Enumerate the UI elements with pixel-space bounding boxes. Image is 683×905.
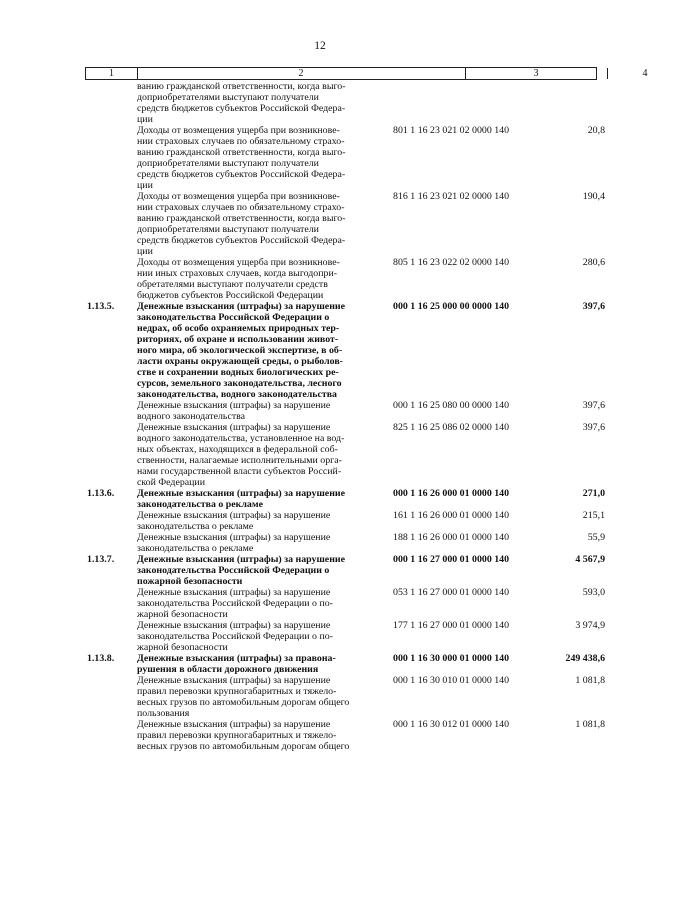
row-description: ванию гражданской ответственности, когда выго- доприобретателями выступают получатели средств бюджетов субъектов Российской Федера- ции xyxy=(137,81,346,125)
row-amount: 397,6 xyxy=(582,301,605,312)
row-amount: 215,1 xyxy=(582,510,605,521)
table-row xyxy=(0,301,640,400)
row-amount: 3 974,9 xyxy=(575,620,605,631)
row-code xyxy=(383,81,533,125)
row-code: 816 1 16 23 021 02 0000 140 xyxy=(393,191,510,202)
row-description: Денежные взыскания (штрафы) за нарушение законодательства о рекламе xyxy=(137,510,331,532)
table-row xyxy=(0,257,640,301)
row-number xyxy=(0,620,137,653)
table-row xyxy=(0,532,640,554)
row-amount: 190,4 xyxy=(582,191,605,202)
table-row xyxy=(0,554,640,587)
row-description: Доходы от возмещения ущерба при возникнове- нии страховых случаев по обязательному страхо- ванию гражданской ответственности, когда выго- доприобретателями выступают получатели средств бюджетов субъектов Российской Федера- ции xyxy=(137,125,346,191)
row-number xyxy=(0,400,137,422)
page-number: 12 xyxy=(314,40,326,52)
row-amount: 249 438,6 xyxy=(565,653,605,664)
column-header-4: 4 xyxy=(642,68,648,79)
table-row xyxy=(0,620,640,653)
row-amount: 271,0 xyxy=(582,488,605,499)
table-row xyxy=(0,510,640,532)
row-code: 188 1 16 26 000 01 0000 140 xyxy=(393,532,510,543)
row-amount: 1 081,8 xyxy=(575,675,605,686)
table-row xyxy=(0,81,640,125)
row-code: 000 1 16 25 080 00 0000 140 xyxy=(393,400,510,411)
column-header-1: 1 xyxy=(86,68,138,79)
row-amount: 593,0 xyxy=(582,587,605,598)
table-row xyxy=(0,191,640,257)
row-number xyxy=(0,675,137,719)
row-description: Денежные взыскания (штрафы) за нарушение водного законодательства, установленное на вод- ных объектах, находящихся в федеральной соб- ственности, налагаемые исполнительными орга- нами государственной власти субъектов Россий- ской Федерации xyxy=(137,422,345,488)
row-amount: 397,6 xyxy=(582,422,605,433)
row-amount: 1 081,8 xyxy=(575,719,605,730)
row-number: 1.13.5. xyxy=(87,301,115,312)
row-description: Доходы от возмещения ущерба при возникнове- нии иных страховых случаев, когда выгодопри- обретателями выступают получатели средств бюджетов субъектов Российской Федерации xyxy=(137,257,340,301)
row-amount: 397,6 xyxy=(582,400,605,411)
row-description: Денежные взыскания (штрафы) за нарушение законодательства Российской Федерации о пожарной безопасности xyxy=(137,554,345,587)
row-code: 053 1 16 27 000 01 0000 140 xyxy=(393,587,510,598)
table-row xyxy=(0,653,640,675)
table-header xyxy=(85,67,648,80)
row-number xyxy=(0,81,137,125)
row-description: Денежные взыскания (штрафы) за нарушение законодательства о рекламе xyxy=(137,532,331,554)
row-number xyxy=(0,191,137,257)
row-code: 000 1 16 26 000 01 0000 140 xyxy=(393,488,510,499)
row-description: Денежные взыскания (штрафы) за нарушение законодательства Российской Федерации о по- жарной безопасности xyxy=(137,587,333,620)
row-number xyxy=(0,587,137,620)
row-description: Денежные взыскания (штрафы) за правона- рушения в области дорожного движения xyxy=(137,653,336,675)
table-row xyxy=(0,488,640,510)
row-number xyxy=(0,257,137,301)
column-header-3: 3 xyxy=(465,68,608,79)
row-amount: 280,6 xyxy=(582,257,605,268)
row-description: Доходы от возмещения ущерба при возникнове- нии страховых случаев по обязательному страхо- ванию гражданской ответственности, когда выго- доприобретателями выступают получатели средств бюджетов субъектов Российской Федера- ции xyxy=(137,191,346,257)
row-code: 000 1 16 30 000 01 0000 140 xyxy=(393,653,510,664)
table-row xyxy=(0,422,640,488)
row-code: 177 1 16 27 000 01 0000 140 xyxy=(393,620,510,631)
row-number xyxy=(0,719,137,752)
row-number xyxy=(0,125,137,191)
row-description: Денежные взыскания (штрафы) за нарушение законодательства Российской Федерации о по- жарной безопасности xyxy=(137,620,333,653)
table-row xyxy=(0,587,640,620)
row-amount: 4 567,9 xyxy=(575,554,605,565)
row-number: 1.13.6. xyxy=(87,488,115,499)
row-amount: 20,8 xyxy=(587,125,605,136)
row-description: Денежные взыскания (штрафы) за нарушение правил перевозки крупногабаритных и тяжело- весных грузов по автомобильным дорогам общего пользования xyxy=(137,675,350,719)
table-row xyxy=(0,675,640,719)
row-code: 825 1 16 25 086 02 0000 140 xyxy=(393,422,510,433)
row-number xyxy=(0,532,137,554)
row-number xyxy=(0,510,137,532)
row-description: Денежные взыскания (штрафы) за нарушение законодательства о рекламе xyxy=(137,488,345,510)
row-description: Денежные взыскания (штрафы) за нарушение правил перевозки крупногабаритных и тяжело- весных грузов по автомобильным дорогам общего xyxy=(137,719,350,752)
row-description: Денежные взыскания (штрафы) за нарушение водного законодательства xyxy=(137,400,331,422)
row-code: 805 1 16 23 022 02 0000 140 xyxy=(393,257,510,268)
row-number xyxy=(0,422,137,488)
row-number: 1.13.8. xyxy=(87,653,115,664)
row-code: 000 1 16 27 000 01 0000 140 xyxy=(393,554,510,565)
table-body xyxy=(0,81,640,752)
row-number: 1.13.7. xyxy=(87,554,115,565)
row-amount xyxy=(533,81,605,125)
table-row xyxy=(0,400,640,422)
table-row xyxy=(0,125,640,191)
row-code: 801 1 16 23 021 02 0000 140 xyxy=(393,125,510,136)
row-description: Денежные взыскания (штрафы) за нарушение законодательства Российской Федерации о недрах, об особо охраняемых природных тер- риториях, об охране и использовании живот- ного мира, об экологической экспертизе, в об- ласти охраны окружающей среды, о рыболов- стве и сохранении водных биологических ре- сурсов, земельного законодательства, лесного законодательства, водного законодательства xyxy=(137,301,345,400)
table-row xyxy=(0,719,640,752)
row-code: 000 1 16 30 010 01 0000 140 xyxy=(393,675,510,686)
row-code: 000 1 16 30 012 01 0000 140 xyxy=(393,719,510,730)
column-header-2: 2 xyxy=(137,68,466,79)
row-code: 161 1 16 26 000 01 0000 140 xyxy=(393,510,510,521)
row-amount: 55,9 xyxy=(587,532,605,543)
row-code: 000 1 16 25 000 00 0000 140 xyxy=(393,301,510,312)
